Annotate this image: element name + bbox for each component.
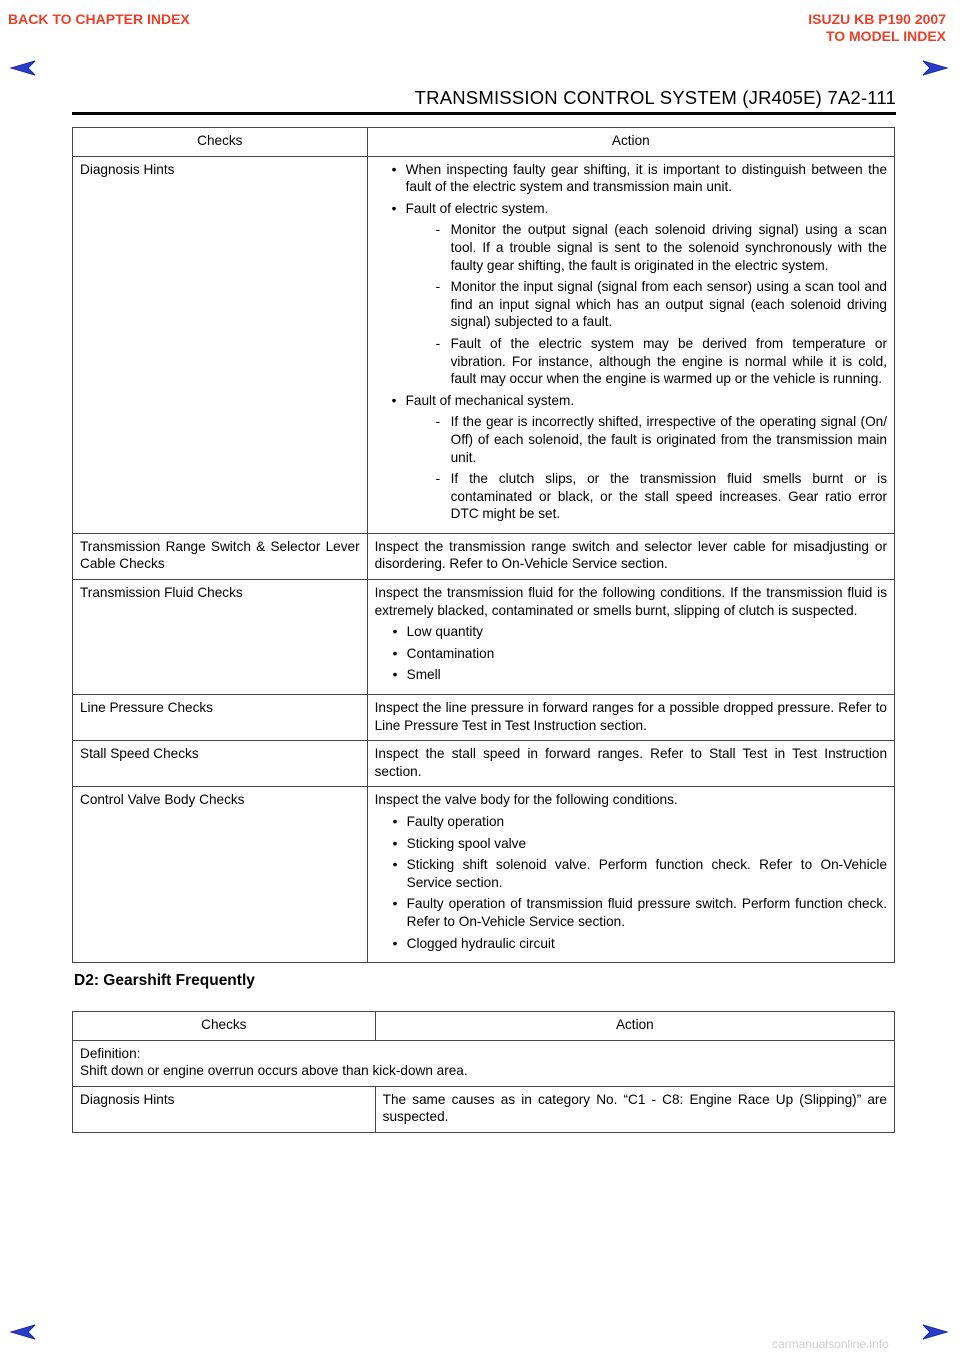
section-heading: D2: Gearshift Frequently	[74, 972, 255, 989]
table-row	[73, 1040, 895, 1086]
table-row	[73, 156, 895, 533]
action-cell: Inspect the transmission range switch and selector lever cable for misadjusting or disordering. Refer to On-Vehicle Service section.	[367, 533, 894, 579]
dash-list	[406, 221, 887, 387]
list-item-text: Fault of electric system.	[405, 200, 549, 216]
list-item: - If the clutch slips, or the transmission fluid smells burnt or is contaminated or black, or the stall speed increases. Gear ratio error DTC might be set.	[406, 470, 887, 523]
next-page-arrow-icon[interactable]	[922, 58, 950, 78]
action-cell	[367, 156, 894, 533]
list-item: - If the gear is incorrectly shifted, irrespective of the operating signal (On/ Off) of each solenoid, the fault is originated from the transmission main unit.	[406, 413, 887, 466]
action-column-header: Action	[367, 128, 894, 157]
check-cell: Diagnosis Hints	[73, 156, 368, 533]
dash-list	[406, 413, 887, 523]
bullet-list	[375, 161, 887, 523]
action-cell	[367, 787, 894, 963]
checks-column-header: Checks	[73, 128, 368, 157]
table-row	[73, 533, 895, 579]
action-cell: Inspect the stall speed in forward ranges. Refer to Stall Test in Test Instruction section.	[367, 741, 894, 787]
list-item: - Fault of the electric system may be derived from temperature or vibration. For instance, although the engine is normal while it is cold, fault may occur when the engine is warmed up or the vehicle is running.	[406, 335, 887, 388]
list-item: • Low quantity	[375, 623, 887, 641]
previous-page-arrow-bottom-icon[interactable]	[8, 1322, 36, 1342]
list-item: • Contamination	[375, 645, 887, 663]
definition-label: Definition:	[80, 1045, 141, 1061]
back-to-chapter-index-link[interactable]: BACK TO CHAPTER INDEX	[8, 11, 190, 27]
table-row	[73, 741, 895, 787]
action-cell: Inspect the line pressure in forward ranges for a possible dropped pressure. Refer to Line Pressure Test in Test Instruction section.	[367, 695, 894, 741]
table-header-row	[73, 1012, 895, 1041]
check-cell: Diagnosis Hints	[73, 1086, 376, 1132]
next-page-arrow-bottom-icon[interactable]	[922, 1322, 950, 1342]
checks-column-header: Checks	[73, 1012, 376, 1041]
action-text: Inspect the transmission fluid for the following conditions. If the transmission fluid is extremely blacked, contaminated or smells burnt, slipping of clutch is suspected.	[374, 585, 887, 618]
list-item: - Monitor the input signal (signal from each sensor) using a scan tool and find an input signal which has an output signal (each solenoid driving signal) subjected to a fault.	[406, 278, 887, 331]
list-item: • Sticking shift solenoid valve. Perform function check. Refer to On-Vehicle Service section.	[375, 856, 887, 891]
header-divider	[72, 112, 896, 115]
definition-text: Shift down or engine overrun occurs above than kick-down area.	[80, 1063, 468, 1079]
check-cell: Line Pressure Checks	[73, 695, 368, 741]
list-item: • Faulty operation of transmission fluid pressure switch. Perform function check. Refer to On-Vehicle Service section.	[375, 895, 887, 930]
list-item	[375, 200, 887, 388]
to-model-index-link[interactable]	[808, 11, 946, 45]
list-item	[375, 161, 887, 196]
check-cell: Transmission Range Switch & Selector Lever Cable Checks	[73, 533, 368, 579]
page-header-title: TRANSMISSION CONTROL SYSTEM (JR405E) 7A2-111	[414, 87, 896, 108]
check-cell: Stall Speed Checks	[73, 741, 368, 787]
list-item: - Monitor the output signal (each solenoid driving signal) using a scan tool. If a trouble signal is sent to the solenoid synchronously with the faulty gear shifting, the fault is originated in the electric system.	[406, 221, 887, 274]
list-item	[375, 392, 887, 523]
action-cell	[367, 580, 894, 695]
action-text: Inspect the valve body for the following conditions.	[374, 792, 678, 808]
table-row	[73, 787, 895, 963]
gearshift-checks-table	[72, 1011, 895, 1133]
watermark-text: carmanualsonline.info	[772, 1337, 889, 1351]
action-cell: The same causes as in category No. “C1 - C8: Engine Race Up (Slipping)” are suspected.	[375, 1086, 894, 1132]
check-cell: Transmission Fluid Checks	[73, 580, 368, 695]
checks-action-table	[72, 127, 895, 963]
list-item: • Faulty operation	[375, 813, 887, 831]
action-column-header: Action	[375, 1012, 894, 1041]
model-name-label: ISUZU KB P190 2007	[808, 11, 946, 27]
table-row	[73, 695, 895, 741]
list-item-text: When inspecting faulty gear shifting, it is important to distinguish between the fault of the electric system and transmission main unit.	[405, 161, 887, 195]
bullet-list	[375, 813, 887, 952]
list-item-text: Fault of mechanical system.	[405, 392, 575, 408]
table-row	[73, 1086, 895, 1132]
list-item: • Sticking spool valve	[375, 835, 887, 853]
bullet-list	[375, 623, 887, 684]
list-item: • Smell	[375, 666, 887, 684]
previous-page-arrow-icon[interactable]	[8, 58, 36, 78]
table-header-row	[73, 128, 895, 157]
model-index-label: TO MODEL INDEX	[825, 28, 946, 44]
table-row	[73, 580, 895, 695]
definition-cell	[73, 1040, 895, 1086]
list-item: • Clogged hydraulic circuit	[375, 935, 887, 953]
check-cell: Control Valve Body Checks	[73, 787, 368, 963]
